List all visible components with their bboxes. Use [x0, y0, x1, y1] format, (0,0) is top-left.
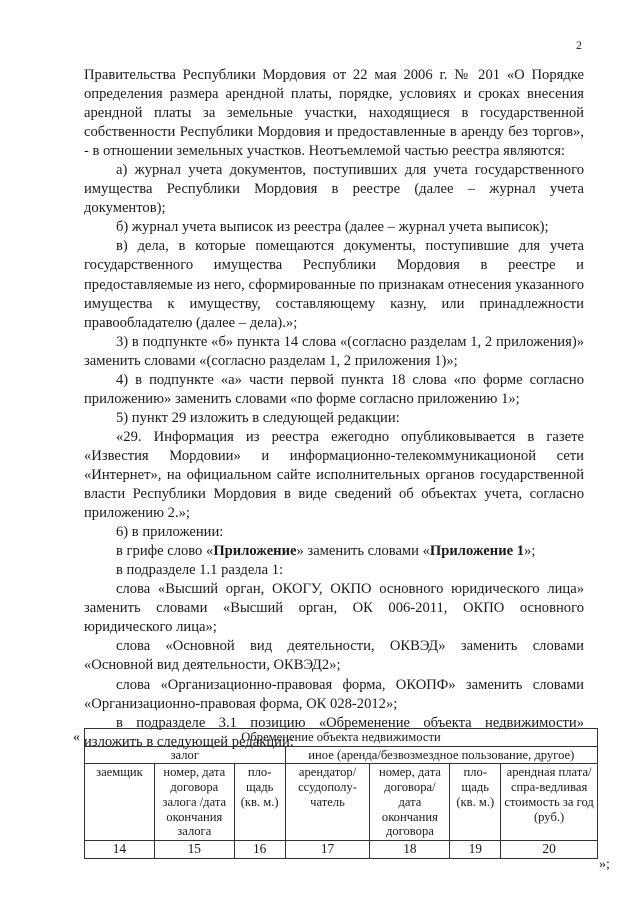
paragraph: слова «Организационно-правовая форма, ОКОПФ» заменить словами «Организационно-правовая форма, ОК 028-2012»; [84, 676, 584, 712]
column-header: номер, дата договора/ дата окончания договора [370, 764, 450, 841]
paragraph: в) дела, в которые помещаются документы, поступившие для учета государственного имущества Республики Мордовия в реестре и предоставляемые из него, сформированные по признакам отнесения указанного имущества к имуществу, составляющему казну, или принадлежности правообладателю (далее – дела).»; [84, 238, 584, 331]
document-body [84, 66, 584, 752]
column-number: 14 [85, 840, 155, 858]
paragraph: в подразделе 1.1 раздела 1: [116, 562, 284, 579]
paragraph: 4) в подпункте «а» части первой пункта 18 слова «по форме согласно приложению» заменить словами «по форме согласно приложению 1»; [84, 371, 584, 407]
column-header: номер, дата договора залога /дата окончания залога [154, 764, 234, 841]
column-header: арендатор/ ссудополу-чатель [285, 764, 370, 841]
grif-bold: Приложение 1 [429, 543, 525, 560]
grif-paragraph [84, 542, 584, 561]
paragraph: б) журнал учета выписок из реестра (далее – журнал учета выписок); [116, 219, 549, 236]
encumbrance-table [84, 728, 598, 859]
column-number: 17 [285, 840, 370, 858]
group-header-other: иное (аренда/безвозмездное пользование, другое) [285, 746, 597, 764]
column-number: 18 [370, 840, 450, 858]
paragraph: слова «Основной вид деятельности, ОКВЭД» заменить словами «Основной вид деятельности, ОКВЭД2»; [84, 638, 584, 674]
table-title: Обременение объекта недвижимости [85, 729, 598, 747]
paragraph: 3) в подпункте «б» пункта 14 слова «(согласно разделам 1, 2 приложения)» заменить словами «(согласно разделам 1, 2 приложения 1)»; [84, 333, 584, 369]
column-header: арендная плата/спра-ведливая стоимость за год (руб.) [501, 764, 598, 841]
close-quote: »; [599, 857, 610, 872]
column-number: 19 [450, 840, 501, 858]
grif-text: в грифе слово « [116, 543, 214, 560]
column-header: пло-щадь (кв. м.) [450, 764, 501, 841]
group-header-pledge: залог [85, 746, 286, 764]
column-number: 16 [234, 840, 285, 858]
column-header: заемщик [85, 764, 155, 841]
column-header: пло-щадь (кв. м.) [234, 764, 285, 841]
paragraph: 6) в приложении: [116, 524, 224, 541]
grif-bold: Приложение [213, 543, 297, 560]
column-number: 15 [154, 840, 234, 858]
column-number: 20 [501, 840, 598, 858]
paragraph: Правительства Республики Мордовия от 22 мая 2006 г. № 201 «О Порядке определения размера арендной платы, порядке, условиях и сроках внесения арендной платы за земельные участки, находящиеся в государственной собственности Республики Мордовия и предоставленные в аренду без торгов», - в отношении земельных участков. Неотъемлемой частью реестра являются: [84, 67, 584, 160]
paragraph: в подразделе 3.1 позицию «Обременение объекта недвижимости» изложить в следующей редакции: [84, 714, 584, 750]
grif-text: »; [524, 543, 536, 560]
page-number: 2 [576, 38, 582, 52]
paragraph: 5) пункт 29 изложить в следующей редакции: [116, 409, 400, 426]
open-quote: « [73, 730, 80, 745]
grif-text: » заменить словами « [296, 543, 430, 560]
paragraph: «29. Информация из реестра ежегодно опубликовывается в газете «Известия Мордовии» и информационно-телекоммуникационой сети «Интернет», на официальном сайте исполнительных органов государственной власти Республики Мордовия в виде сведений об объектах учета, согласно приложению 2.»; [84, 428, 584, 522]
paragraph: а) журнал учета документов, поступивших для учета государственного имущества Республики Мордовия в реестре (далее – журнал учета документов); [84, 162, 584, 217]
paragraph: слова «Высший орган, ОКОГУ, ОКПО основного юридического лица» заменить словами «Высший орган, ОК 006-2011, ОКПО основного юридического лица»; [84, 581, 584, 636]
